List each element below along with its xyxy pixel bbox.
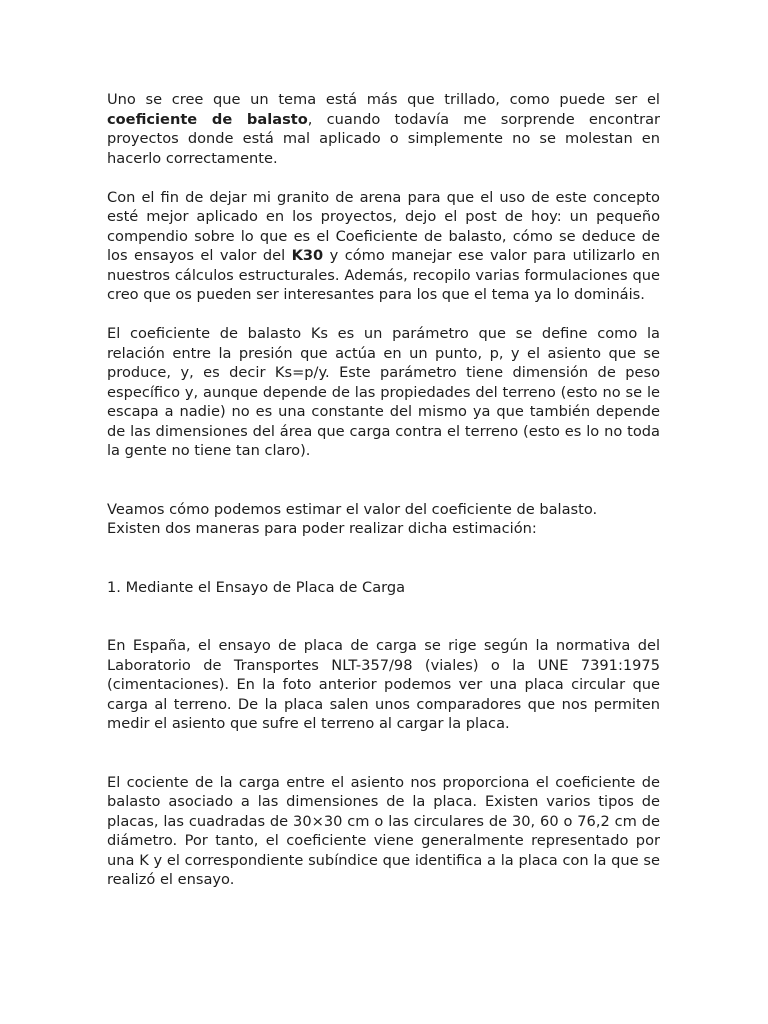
bold-term-coeficiente-de-balasto: coeficiente de balasto (107, 110, 308, 128)
estimation-line-1: Veamos cómo podemos estimar el valor del coeficiente de balasto. (107, 500, 598, 518)
estimation-line-2: Existen dos maneras para poder realizar dicha estimación: (107, 520, 537, 537)
paragraph-estimation-intro (107, 500, 660, 539)
paragraph-purpose-text-start: Con el fin de dejar mi granito de arena para que el uso de este concepto esté mejor aplicado en los proyectos, dejo el post de hoy: un pequeño compendio sobre lo que es el Coeficiente de balasto, cómo se deduce de los ensayos el valor del (107, 188, 660, 264)
document-body (107, 90, 660, 890)
bold-term-k30: K30 (291, 247, 324, 264)
paragraph-purpose-text-end: y cómo manejar ese valor para utilizarlo en nuestros cálculos estructurales. Además, recopilo varias formulaciones que creo que os pueden ser interesantes para los que el tema ya lo domináis. (107, 247, 660, 303)
paragraph-definition: El coeficiente de balasto Ks es un parámetro que se define como la relación entre la presión que actúa en un punto, p, y el asiento que se produce, y, es decir Ks=p/y. Este parámetro tiene dimensión de peso específico y, aunque depende de las propiedades del terreno (esto no se le escapa a nadie) no es una constante del mismo ya que también depende de las dimensiones del área que carga contra el terreno (esto es lo no toda la gente no tiene tan claro). (107, 325, 660, 459)
paragraph-plate-types: El cociente de la carga entre el asiento nos proporciona el coeficiente de balasto asociado a las dimensiones de la placa. Existen varios tipos de placas, las cuadradas de 30×30 cm o las circulares de 30, 60 o 76,2 cm de diámetro. Por tanto, el coeficiente viene generalmente representado por una K y el correspondiente subíndice que identifica a la placa con la que se realizó el ensayo. (107, 773, 660, 888)
paragraph-purpose (107, 188, 660, 305)
paragraph-intro (107, 90, 660, 168)
paragraph-spain-norms: En España, el ensayo de placa de carga se rige según la normativa del Laboratorio de Transportes NLT-357/98 (viales) o la UNE 7391:1975 (cimentaciones). En la foto anterior podemos ver una placa circular que carga al terreno. De la placa salen unos comparadores que nos permiten medir el asiento que sufre el terreno al cargar la placa. (107, 637, 660, 732)
section-heading-placa-de-carga: 1. Mediante el Ensayo de Placa de Carga (107, 578, 406, 596)
paragraph-intro-text-start: Uno se cree que un tema está más que trillado, como puede ser el (107, 91, 660, 108)
paragraph-intro-text-end: , cuando todavía me sorprende encontrar proyectos donde está mal aplicado o simplemente no se molestan en hacerlo correctamente. (107, 110, 661, 167)
